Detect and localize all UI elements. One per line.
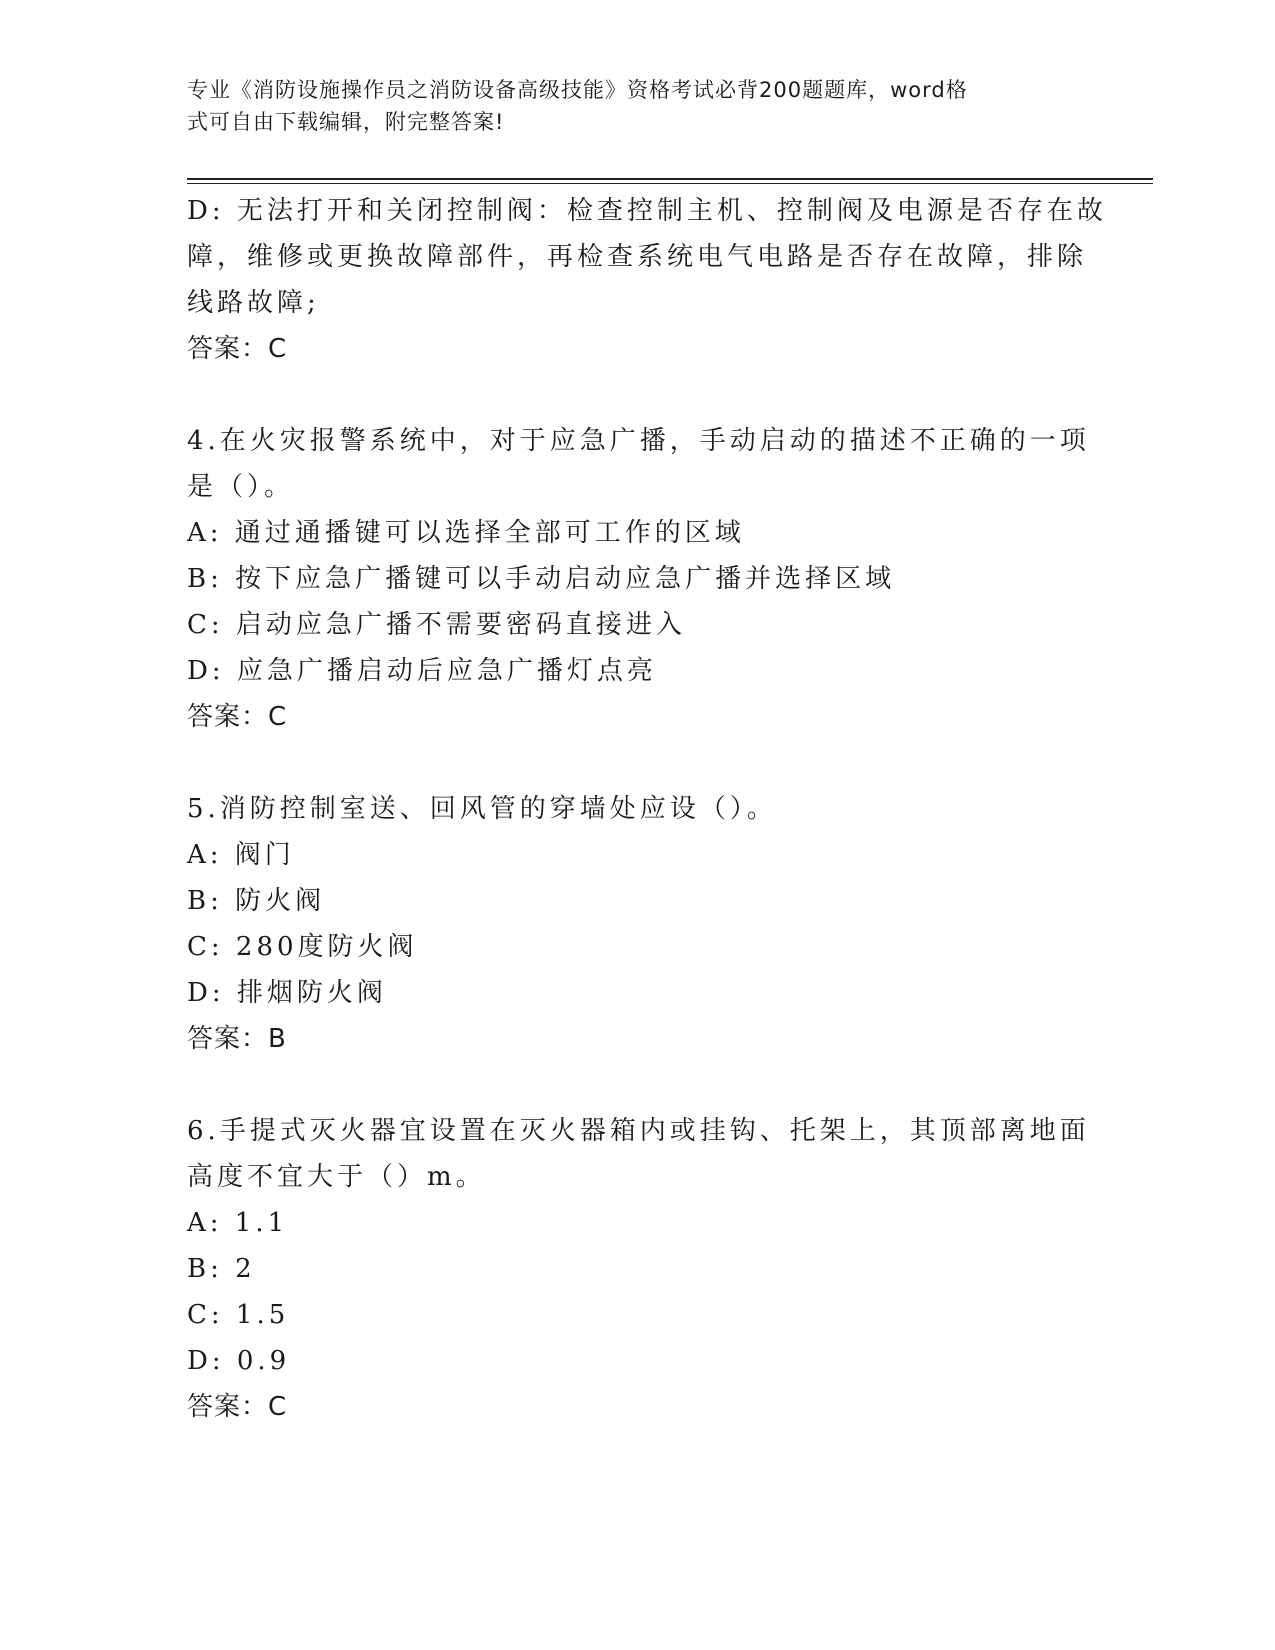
question-gap xyxy=(187,372,1087,418)
question-stem: 5.消防控制室送、回风管的穿墙处应设（）。 xyxy=(187,794,777,824)
question-block-5 xyxy=(187,786,1087,1062)
option-c: C: 1.5 xyxy=(187,1300,290,1330)
option-d-line: 障，维修或更换故障部件，再检查系统电气电路是否存在故障，排除 xyxy=(187,242,1088,272)
option-a: A: 1.1 xyxy=(187,1208,289,1238)
question-stem: 6.手提式灭火器宜设置在灭火器箱内或挂钩、托架上，其顶部离地面 xyxy=(187,1116,1090,1146)
option-a: A: 通过通播键可以选择全部可工作的区域 xyxy=(187,518,745,548)
option-b: B: 2 xyxy=(187,1254,256,1284)
option-d: D: 0.9 xyxy=(187,1346,291,1376)
option-b: B: 防火阀 xyxy=(187,886,326,916)
option-d: D: 排烟防火阀 xyxy=(187,978,387,1008)
answer-label: 答案：B xyxy=(187,1024,287,1054)
question-block-6 xyxy=(187,1108,1090,1430)
question-gap xyxy=(187,740,1087,786)
question-stem: 高度不宜大于（）m。 xyxy=(187,1162,486,1192)
option-a: A: 阀门 xyxy=(187,840,295,870)
option-d: D: 应急广播启动后应急广播灯点亮 xyxy=(187,656,657,686)
question-block-prev xyxy=(187,188,1107,372)
answer-label: 答案：C xyxy=(187,702,288,732)
option-b: B: 按下应急广播键可以手动启动应急广播并选择区域 xyxy=(187,564,896,594)
header-line-1: 专业《消防设施操作员之消防设备高级技能》资格考试必背200题题库，word格 xyxy=(187,78,968,102)
question-stem: 是（）。 xyxy=(187,472,295,502)
answer-label: 答案：C xyxy=(187,1392,288,1422)
header-line-2: 式可自由下载编辑，附完整答案! xyxy=(187,110,505,134)
question-gap xyxy=(187,1062,1087,1108)
header-divider-thick xyxy=(187,178,1153,180)
option-d-line: 线路故障; xyxy=(187,288,320,318)
answer-label: 答案：C xyxy=(187,334,288,364)
document-header xyxy=(187,74,1067,138)
question-stem: 4.在火灾报警系统中，对于应急广播，手动启动的描述不正确的一项 xyxy=(187,426,1090,456)
option-c: C: 280度防火阀 xyxy=(187,932,418,962)
question-list xyxy=(187,188,1107,1430)
question-block-4 xyxy=(187,418,1090,740)
header-divider-thin xyxy=(187,183,1153,184)
option-c: C: 启动应急广播不需要密码直接进入 xyxy=(187,610,686,640)
option-d-line: D: 无法打开和关闭控制阀：检查控制主机、控制阀及电源是否存在故 xyxy=(187,196,1107,226)
